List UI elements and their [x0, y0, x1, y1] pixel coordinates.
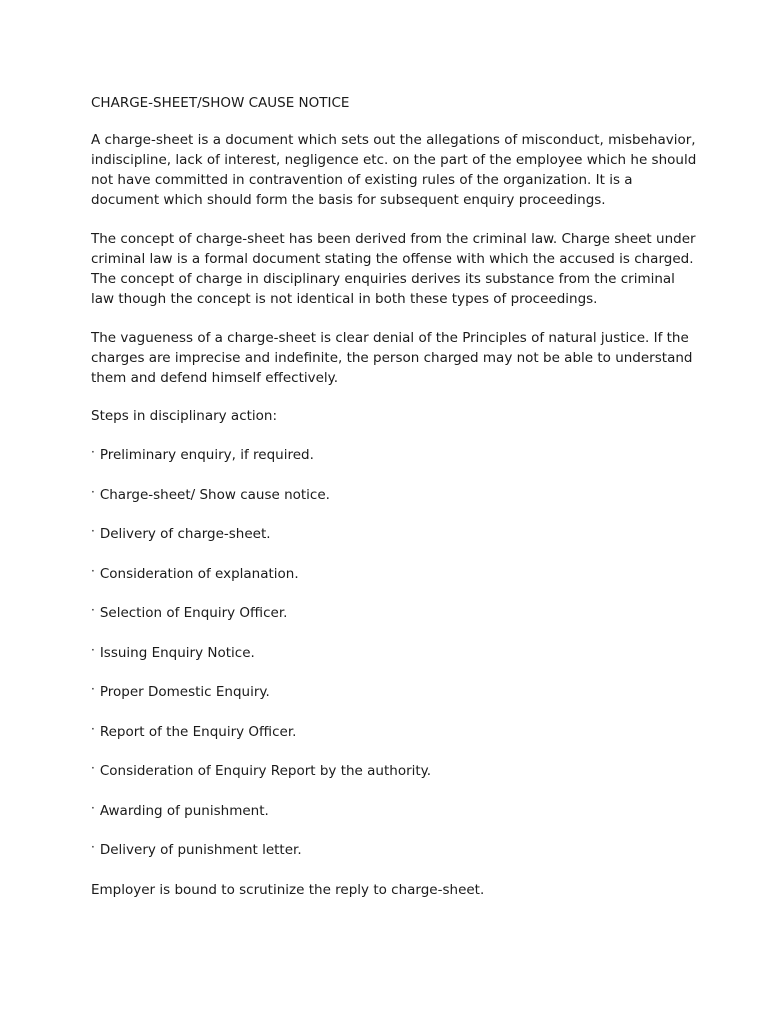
bullet-icon: ·	[91, 445, 95, 459]
bullet-icon: ·	[91, 603, 95, 617]
step-text: Selection of Enquiry Officer.	[99, 605, 288, 621]
list-item	[91, 604, 698, 622]
bullet-icon: ·	[91, 761, 95, 775]
step-text: Proper Domestic Enquiry.	[99, 684, 270, 700]
bullet-icon: ·	[91, 800, 95, 815]
closing-statement: Employer is bound to scrutinize the reply to charge-sheet.	[91, 881, 485, 898]
step-text: Report of the Enquiry Officer.	[99, 723, 297, 740]
list-item	[91, 841, 698, 859]
bullet-icon: ·	[91, 524, 95, 538]
list-item	[91, 644, 698, 662]
step-text: Awarding of punishment.	[99, 802, 269, 819]
list-item	[91, 565, 698, 583]
list-item	[91, 446, 698, 464]
bullet-icon: ·	[91, 642, 95, 657]
list-item	[91, 486, 698, 504]
bullet-icon: ·	[91, 563, 95, 578]
paragraph-definition: A charge-sheet is a document which sets out the allegations of misconduct, misbehavior, indiscipline, lack of interest, negligence etc. on the part of the employee which he should not have committed in contravention of existing rules of the organization. It is a document which should form the basis for subsequent enquiry proceedings.	[91, 132, 697, 208]
step-text: Charge-sheet/ Show cause notice.	[99, 486, 330, 503]
steps-label: Steps in disciplinary action:	[91, 408, 278, 424]
step-text: Preliminary enquiry, if required.	[99, 447, 314, 463]
list-item	[91, 525, 698, 543]
step-text: Consideration of explanation.	[99, 565, 299, 582]
step-text: Consideration of Enquiry Report by the authority.	[99, 763, 432, 779]
paragraph-concept: The concept of charge-sheet has been derived from the criminal law. Charge sheet under criminal law is a formal document stating the offense with which the accused is charged. The concept of charge in disciplinary enquiries derives its substance from the criminal law though the concept is not identical in both these types of proceedings.	[91, 231, 696, 307]
step-text: Issuing Enquiry Notice.	[99, 644, 255, 661]
step-text: Delivery of punishment letter.	[99, 842, 302, 858]
bullet-icon: ·	[91, 682, 95, 696]
list-item	[91, 762, 698, 780]
list-item	[91, 802, 698, 820]
paragraph-vagueness: The vagueness of a charge-sheet is clear denial of the Principles of natural justice. If the charges are imprecise and indefinite, the person charged may not be able to understand them and defend himself effectively.	[91, 330, 693, 386]
bullet-icon: ·	[91, 484, 95, 499]
list-item	[91, 723, 698, 741]
bullet-icon: ·	[91, 840, 95, 854]
bullet-icon: ·	[91, 721, 95, 736]
step-text: Delivery of charge-sheet.	[99, 526, 271, 542]
document-title: CHARGE-SHEET/SHOW CAUSE NOTICE	[91, 95, 350, 111]
steps-list	[91, 446, 698, 859]
list-item	[91, 683, 698, 701]
